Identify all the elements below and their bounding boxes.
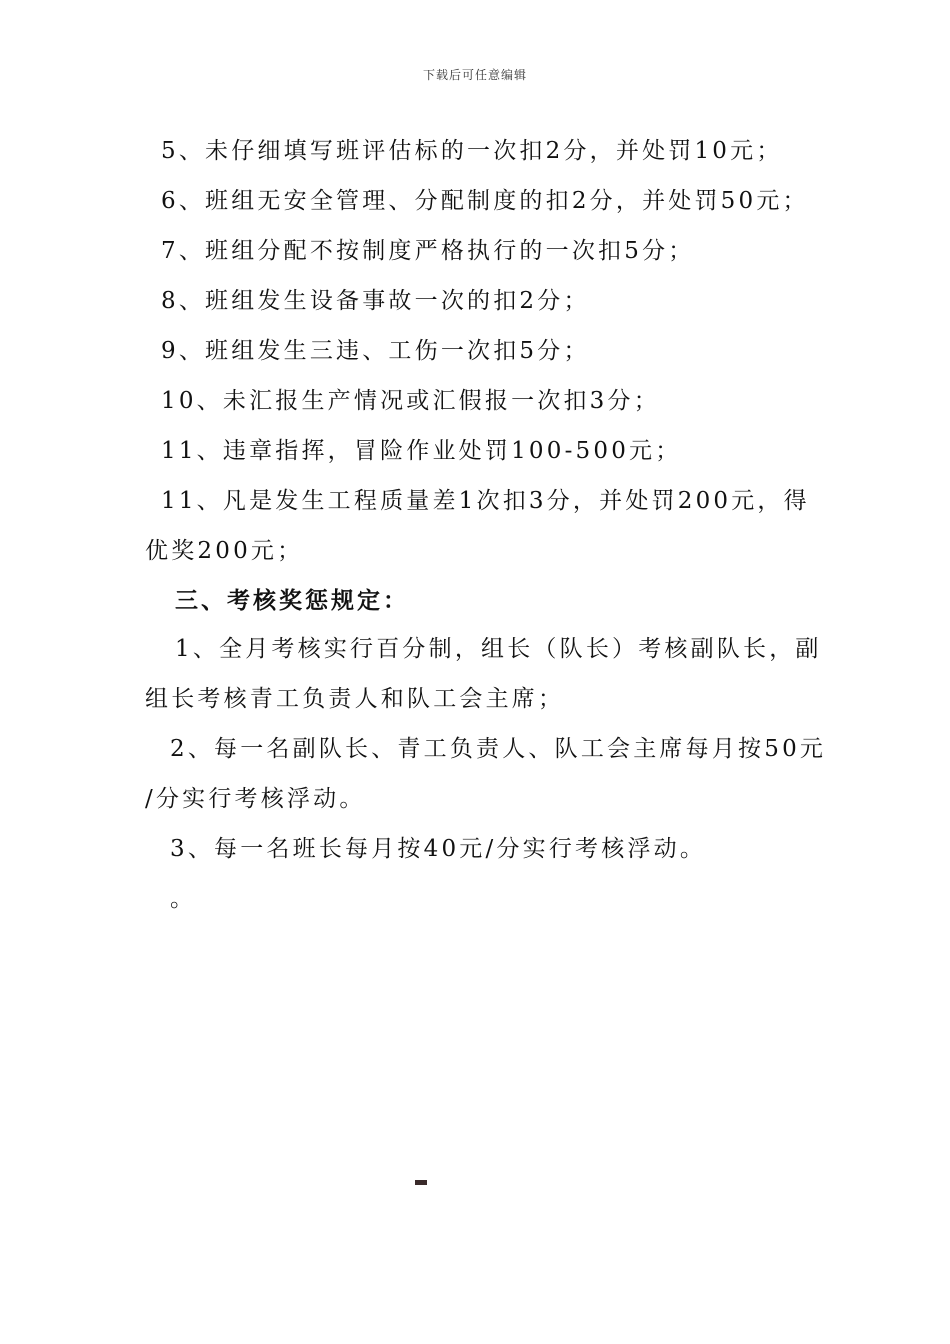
assessment-rule-2: 2、每一名副队长、青工负责人、队工会主席每月按50元 xyxy=(170,736,827,762)
rule-item-7: 7、班组分配不按制度严格执行的一次扣5分； xyxy=(161,238,695,264)
rule-item-10: 10、未汇报生产情况或汇假报一次扣3分； xyxy=(161,388,660,414)
assessment-rule-2-continued: /分实行考核浮动。 xyxy=(145,786,366,812)
assessment-rule-3: 3、每一名班长每月按40元/分实行考核浮动。 xyxy=(170,836,707,862)
rule-item-11a: 11、违章指挥，冒险作业处罚100-500元； xyxy=(161,438,682,464)
footer-mark-icon xyxy=(415,1180,427,1185)
assessment-rule-1-continued: 组长考核青工负责人和队工会主席； xyxy=(145,686,565,712)
rule-item-5: 5、未仔细填写班评估标的一次扣2分，并处罚10元； xyxy=(161,138,783,164)
page-header-note: 下载后可任意编辑 xyxy=(422,68,527,82)
rule-item-11b-continued: 优奖200元； xyxy=(145,538,304,564)
assessment-rule-1: 1、全月考核实行百分制，组长（队长）考核副队长，副 xyxy=(175,636,822,662)
trailing-mark: 。 xyxy=(170,886,197,912)
rule-item-6: 6、班组无安全管理、分配制度的扣2分，并处罚50元； xyxy=(161,188,809,214)
section-heading: 三、考核奖惩规定： xyxy=(175,587,409,614)
rule-item-11b: 11、凡是发生工程质量差1次扣3分，并处罚200元，得 xyxy=(161,488,810,514)
rule-item-8: 8、班组发生设备事故一次的扣2分； xyxy=(161,288,590,314)
rule-item-9: 9、班组发生三违、工伤一次扣5分； xyxy=(161,338,590,364)
